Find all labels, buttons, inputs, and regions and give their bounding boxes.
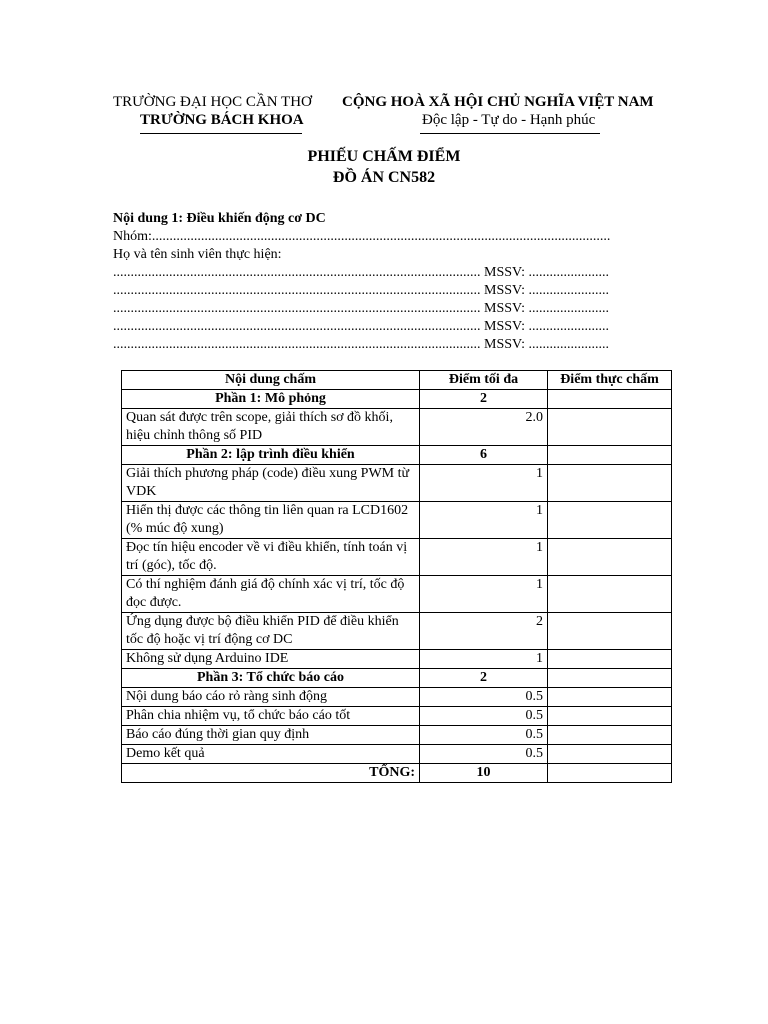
actual-score-cell[interactable] bbox=[548, 539, 672, 576]
student-line: ......................................................................................................... MSSV: ....................... bbox=[113, 283, 609, 298]
criterion: Có thí nghiệm đánh giá độ chính xác vị trí, tốc độ đọc được. bbox=[122, 576, 420, 613]
section-row bbox=[122, 446, 672, 465]
faculty-name: TRƯỜNG BÁCH KHOA bbox=[140, 112, 304, 128]
table-row bbox=[122, 688, 672, 707]
table-row bbox=[122, 707, 672, 726]
actual-score-cell[interactable] bbox=[548, 576, 672, 613]
actual-score-cell[interactable] bbox=[548, 446, 672, 465]
table-row bbox=[122, 539, 672, 576]
max-score: 0.5 bbox=[420, 688, 548, 707]
criterion: Không sử dụng Arduino IDE bbox=[122, 650, 420, 669]
criterion: Ứng dụng được bộ điều khiển PID để điều khiển tốc độ hoặc vị trí động cơ DC bbox=[122, 613, 420, 650]
total-label: TỔNG: bbox=[122, 764, 420, 783]
criterion: Hiển thị được các thông tin liên quan ra LCD1602 (% múc độ xung) bbox=[122, 502, 420, 539]
motto: Độc lập - Tự do - Hạnh phúc bbox=[422, 112, 596, 128]
total-max-score: 10 bbox=[420, 764, 548, 783]
actual-score-cell[interactable] bbox=[548, 465, 672, 502]
table-header-row bbox=[122, 371, 672, 390]
max-score: 6 bbox=[420, 446, 548, 465]
max-score: 2.0 bbox=[420, 409, 548, 446]
criterion: Báo cáo đúng thời gian quy định bbox=[122, 726, 420, 745]
document-title: PHIẾU CHẤM ĐIỂM bbox=[307, 148, 461, 165]
section-row bbox=[122, 390, 672, 409]
max-score: 0.5 bbox=[420, 726, 548, 745]
section-title: Phần 3: Tổ chức báo cáo bbox=[122, 669, 420, 688]
student-line: ......................................................................................................... MSSV: ....................... bbox=[113, 319, 609, 334]
max-score: 2 bbox=[420, 669, 548, 688]
actual-score-cell[interactable] bbox=[548, 688, 672, 707]
criterion: Giải thích phương pháp (code) điều xung PWM từ VDK bbox=[122, 465, 420, 502]
student-line: ......................................................................................................... MSSV: ....................... bbox=[113, 301, 609, 316]
group-line: Nhóm:................................................................................................................................... bbox=[113, 229, 611, 244]
section-row bbox=[122, 669, 672, 688]
actual-score-cell[interactable] bbox=[548, 745, 672, 764]
actual-score-cell[interactable] bbox=[548, 650, 672, 669]
topic-heading: Nội dung 1: Điều khiến động cơ DC bbox=[113, 211, 326, 226]
criterion: Đọc tín hiệu encoder về vi điều khiển, tính toán vị trí (góc), tốc độ. bbox=[122, 539, 420, 576]
max-score: 0.5 bbox=[420, 707, 548, 726]
max-score: 0.5 bbox=[420, 745, 548, 764]
actual-score-cell[interactable] bbox=[548, 707, 672, 726]
max-score: 1 bbox=[420, 502, 548, 539]
criterion: Quan sát được trên scope, giải thích sơ đồ khối, hiệu chỉnh thông số PID bbox=[122, 409, 420, 446]
document-subtitle: ĐỒ ÁN CN582 bbox=[332, 169, 436, 186]
school-name: TRƯỜNG ĐẠI HỌC CẦN THƠ bbox=[113, 94, 312, 110]
max-score: 2 bbox=[420, 390, 548, 409]
criterion: Demo kết quả bbox=[122, 745, 420, 764]
table-row bbox=[122, 726, 672, 745]
motto-underline bbox=[420, 133, 600, 134]
criterion: Phân chia nhiệm vụ, tổ chức báo cáo tốt bbox=[122, 707, 420, 726]
table-row bbox=[122, 576, 672, 613]
max-score: 1 bbox=[420, 650, 548, 669]
scoring-table bbox=[121, 370, 672, 783]
total-actual-score-cell[interactable] bbox=[548, 764, 672, 783]
header-max-score: Điểm tối đa bbox=[420, 371, 548, 390]
actual-score-cell[interactable] bbox=[548, 726, 672, 745]
actual-score-cell[interactable] bbox=[548, 502, 672, 539]
header-content: Nội dung chấm bbox=[122, 371, 420, 390]
max-score: 2 bbox=[420, 613, 548, 650]
section-title: Phần 2: lập trình điều khiển bbox=[122, 446, 420, 465]
actual-score-cell[interactable] bbox=[548, 390, 672, 409]
actual-score-cell[interactable] bbox=[548, 669, 672, 688]
section-title: Phần 1: Mô phỏng bbox=[122, 390, 420, 409]
table-row bbox=[122, 465, 672, 502]
student-line: ......................................................................................................... MSSV: ....................... bbox=[113, 265, 609, 280]
table-row bbox=[122, 502, 672, 539]
faculty-underline bbox=[140, 133, 302, 134]
country-name: CỘNG HOÀ XÃ HỘI CHỦ NGHĨA VIỆT NAM bbox=[342, 94, 654, 110]
table-row bbox=[122, 613, 672, 650]
max-score: 1 bbox=[420, 539, 548, 576]
students-label: Họ và tên sinh viên thực hiện: bbox=[113, 247, 282, 262]
header-actual-score: Điểm thực chấm bbox=[548, 371, 672, 390]
table-row bbox=[122, 650, 672, 669]
table-row bbox=[122, 745, 672, 764]
max-score: 1 bbox=[420, 465, 548, 502]
actual-score-cell[interactable] bbox=[548, 613, 672, 650]
max-score: 1 bbox=[420, 576, 548, 613]
total-row bbox=[122, 764, 672, 783]
actual-score-cell[interactable] bbox=[548, 409, 672, 446]
table-row bbox=[122, 409, 672, 446]
criterion: Nội dung báo cáo rỏ ràng sinh động bbox=[122, 688, 420, 707]
student-line: ......................................................................................................... MSSV: ....................... bbox=[113, 337, 609, 352]
